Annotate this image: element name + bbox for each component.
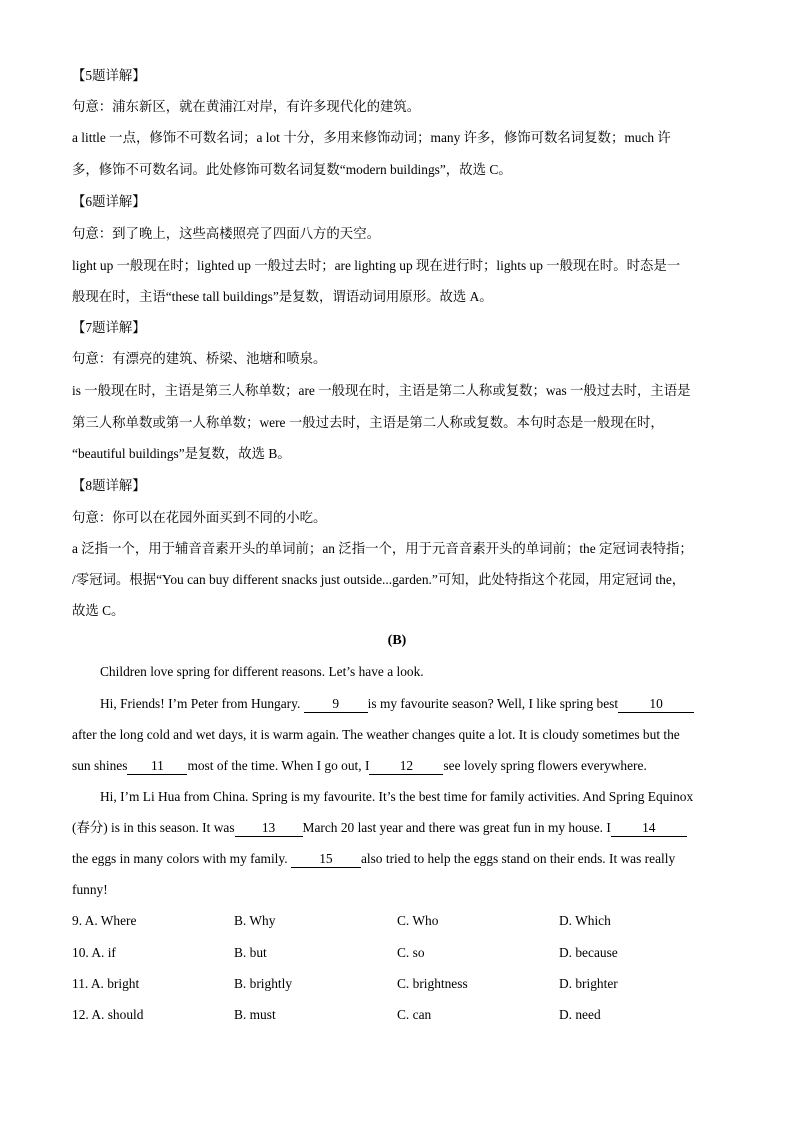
s5-explanation-1: a little 一点，修饰不可数名词；a lot 十分，多用来修饰动词；many 许多，修饰可数名词复数；much 许 bbox=[72, 130, 671, 145]
passage-p2-line4: funny! bbox=[72, 882, 108, 897]
p2-text-b: (春分) is in this season. It was bbox=[72, 820, 235, 835]
q10-option-b: B. but bbox=[234, 945, 267, 960]
s6-meaning: 句意：到了晚上，这些高楼照亮了四面八方的天空。 bbox=[72, 226, 380, 241]
q11-option-c: C. brightness bbox=[397, 976, 468, 991]
q10-option-c: C. so bbox=[397, 945, 425, 960]
passage-p1-line1 bbox=[100, 694, 694, 714]
passage-p1-line3 bbox=[72, 756, 647, 776]
q12-option-d: D. need bbox=[559, 1007, 601, 1022]
s8-meaning: 句意：你可以在花园外面买到不同的小吃。 bbox=[72, 510, 327, 525]
p1-text-e: sun shines bbox=[72, 758, 128, 773]
p2-text-d: the eggs in many colors with my family. bbox=[72, 851, 291, 866]
q10-option-d: D. because bbox=[559, 945, 618, 960]
s8-explanation-3: 故选 C。 bbox=[72, 603, 125, 618]
s6-explanation-1: light up 一般现在时；lighted up 一般过去时；are lighting up 现在进行时；lights up 一般现在时。时态是一 bbox=[72, 258, 681, 273]
s7-meaning: 句意：有漂亮的建筑、桥梁、池塘和喷泉。 bbox=[72, 351, 327, 366]
s7-header: 【7题详解】 bbox=[72, 320, 146, 335]
p2-text-c: March 20 last year and there was great fun in my house. I bbox=[302, 820, 611, 835]
passage-intro: Children love spring for different reasons. Let’s have a look. bbox=[100, 664, 424, 679]
blank-12: 12 bbox=[369, 758, 443, 775]
s8-explanation-2: /零冠词。根据“You can buy different snacks just outside...garden.”可知，此处特指这个花园，用定冠词 the， bbox=[72, 572, 686, 587]
p1-text-a: Hi, Friends! I’m Peter from Hungary. bbox=[100, 696, 304, 711]
s7-explanation-3: “beautiful buildings”是复数，故选 B。 bbox=[72, 446, 291, 461]
passage-p1-line2: after the long cold and wet days, it is warm again. The weather changes quite a lot. It is cloudy sometimes but the bbox=[72, 727, 680, 742]
passage-p2-line1: Hi, I’m Li Hua from China. Spring is my favourite. It’s the best time for family activities. And Spring Equinox bbox=[100, 789, 694, 804]
s5-explanation-2: 多，修饰不可数名词。此处修饰可数名词复数“modern buildings”，故选 C。 bbox=[72, 162, 512, 177]
q12-option-b: B. must bbox=[234, 1007, 276, 1022]
s7-explanation-2: 第三人称单数或第一人称单数；were 一般过去时，主语是第二人称或复数。本句时态是一般现在时， bbox=[72, 415, 664, 430]
q9-option-d: D. Which bbox=[559, 913, 611, 928]
blank-9: 9 bbox=[304, 696, 368, 713]
s8-explanation-1: a 泛指一个，用于辅音音素开头的单词前；an 泛指一个，用于元音音素开头的单词前；the 定冠词表特指； bbox=[72, 541, 693, 556]
passage-p2-line3 bbox=[72, 849, 675, 869]
s6-explanation-2: 般现在时，主语“these tall buildings”是复数，谓语动词用原形。故选 A。 bbox=[72, 289, 493, 304]
s5-meaning: 句意：浦东新区，就在黄浦江对岸，有许多现代化的建筑。 bbox=[72, 99, 421, 114]
q9-option-c: C. Who bbox=[397, 913, 439, 928]
s7-explanation-1: is 一般现在时，主语是第三人称单数；are 一般现在时，主语是第二人称或复数；was 一般过去时，主语是 bbox=[72, 383, 691, 398]
q9-option-b: B. Why bbox=[234, 913, 276, 928]
blank-11: 11 bbox=[127, 758, 187, 775]
blank-14: 14 bbox=[611, 820, 687, 837]
s6-header: 【6题详解】 bbox=[72, 194, 146, 209]
p1-text-g: see lovely spring flowers everywhere. bbox=[443, 758, 647, 773]
q11-option-b: B. brightly bbox=[234, 976, 293, 991]
blank-15: 15 bbox=[291, 851, 361, 868]
q12-option-a: 12. A. should bbox=[72, 1007, 144, 1022]
section-b-title: (B) bbox=[387, 633, 407, 648]
s8-header: 【8题详解】 bbox=[72, 478, 146, 493]
s5-header: 【5题详解】 bbox=[72, 68, 146, 83]
q9-option-a: 9. A. Where bbox=[72, 913, 137, 928]
p2-text-e: also tried to help the eggs stand on their ends. It was really bbox=[360, 851, 676, 866]
blank-13: 13 bbox=[235, 820, 303, 837]
passage-p2-line2 bbox=[72, 818, 687, 838]
q11-option-a: 11. A. bright bbox=[72, 976, 140, 991]
blank-10: 10 bbox=[618, 696, 694, 713]
q10-option-a: 10. A. if bbox=[72, 945, 116, 960]
p1-text-f: most of the time. When I go out, I bbox=[187, 758, 370, 773]
q11-option-d: D. brighter bbox=[559, 976, 618, 991]
q12-option-c: C. can bbox=[397, 1007, 432, 1022]
p1-text-c: is my favourite season? Well, I like spring best bbox=[367, 696, 619, 711]
